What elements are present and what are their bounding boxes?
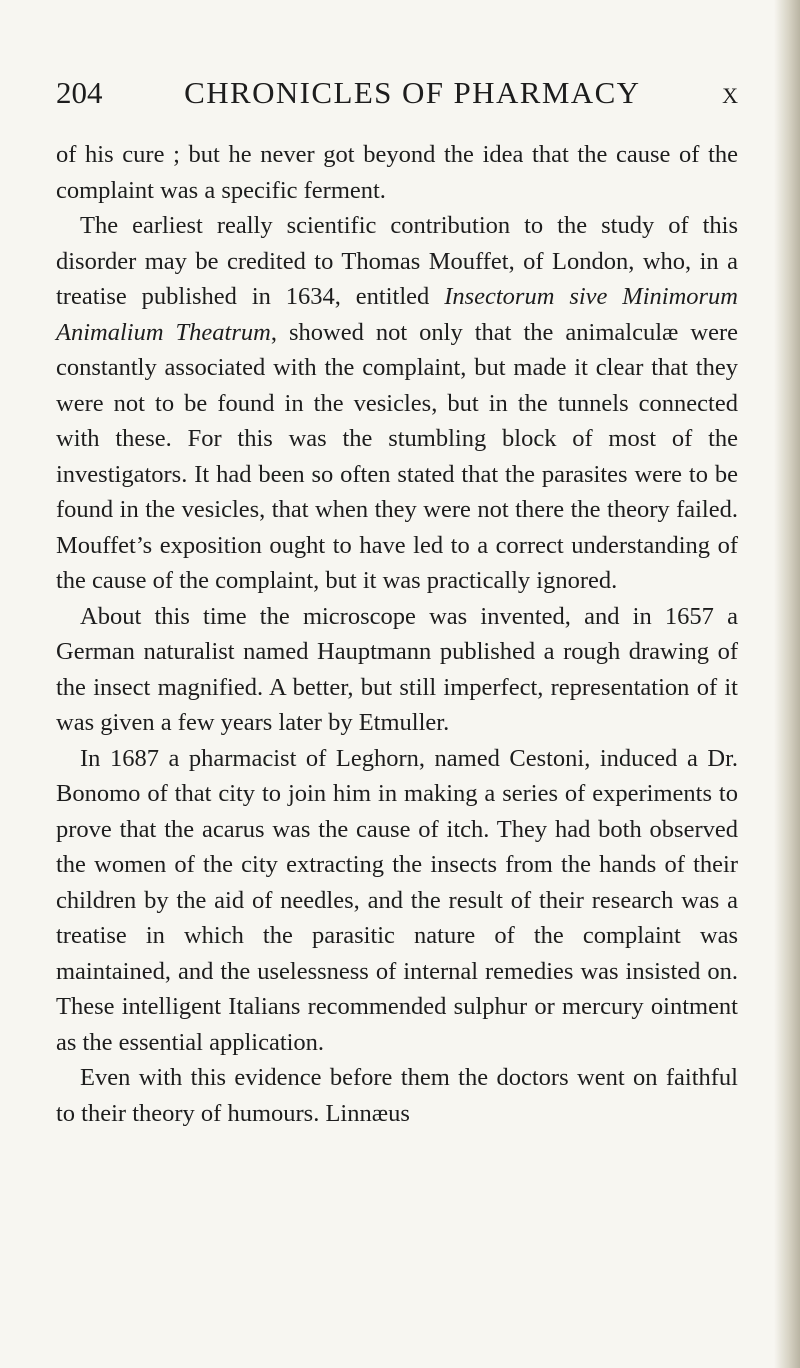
paragraph bbox=[56, 1060, 738, 1131]
book-page bbox=[56, 75, 738, 1131]
text-segment: The earliest really scientific contribution to the study of this disorder may be credited to Thomas Mouffet, of London, who, in a treatise published in 1634, entitled bbox=[56, 212, 738, 310]
paragraph bbox=[56, 741, 738, 1061]
text-segment: In 1687 a pharmacist of Leghorn, named Cestoni, induced a Dr. Bonomo of that city to join him in making a series of experiments to prove that the acarus was the cause of itch. They had both observed the women of the city extracting the insects from the hands of their children by the aid of needles, and the result of their research was a treatise in which the parasitic nature of the complaint was maintained, and the uselessness of internal remedies was insisted on. These intelligent Italians recommended sulphur or mercury ointment as the essential application. bbox=[56, 744, 738, 1056]
chapter-number: X bbox=[722, 83, 738, 108]
running-head bbox=[56, 75, 738, 119]
text-segment: Even with this evidence before them the doctors went on faithful to their theory of humours. Linnæus bbox=[56, 1064, 738, 1127]
paragraph bbox=[56, 599, 738, 741]
italic-title: Insectorum sive Minimorum Animalium Theatrum bbox=[56, 283, 739, 346]
page-number: 204 bbox=[56, 75, 103, 110]
text-segment: of his cure ; but he never got beyond the idea that the cause of the complaint was a specific ferment. bbox=[56, 141, 738, 204]
running-title: CHRONICLES OF PHARMACY bbox=[184, 75, 641, 110]
body-text bbox=[56, 137, 738, 1131]
text-segment: , showed not only that the animalculæ were constantly associated with the complaint, but made it clear that they were not to be found in the vesicles, but in the tunnels connected with these. For this was the stumbling block of most of the investigators. It had been so often stated that the parasites were to be found in the vesicles, that when they were not there the theory failed. Mouffet’s exposition ought to have led to a correct understanding of the cause of the complaint, but it was practically ignored. bbox=[56, 318, 738, 594]
page-edge-shadow bbox=[774, 0, 800, 1368]
text-segment: About this time the microscope was invented, and in 1657 a German naturalist named Hauptmann published a rough drawing of the insect magnified. A better, but still imperfect, representation of it was given a few years later by Etmuller. bbox=[56, 602, 738, 736]
paragraph bbox=[56, 208, 738, 599]
paragraph bbox=[56, 137, 738, 208]
